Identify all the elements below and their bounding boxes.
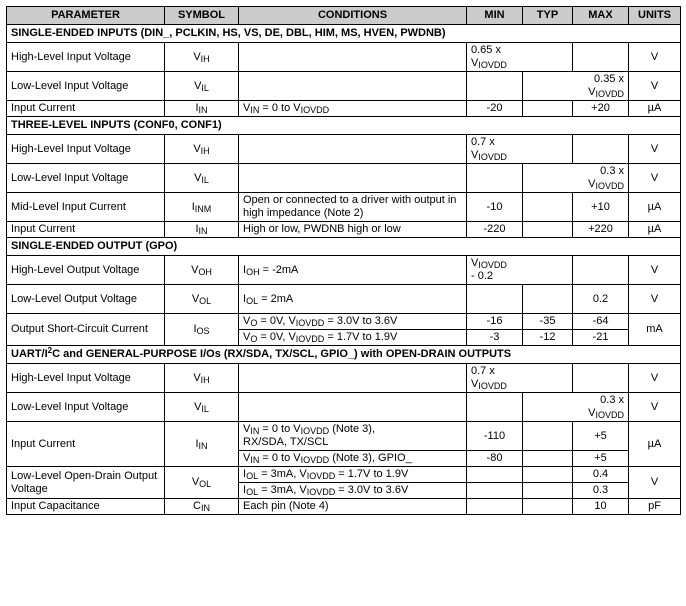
min-cell: -20 (467, 101, 523, 117)
section-three-level-inputs: THREE-LEVEL INPUTS (CONF0, CONF1) (7, 117, 681, 135)
table-row (7, 193, 681, 222)
symbol-cell: $I_{IN}$ (165, 222, 239, 238)
header-max: MAX (573, 7, 629, 25)
table-row (7, 285, 681, 314)
symbol-cell: $V_{IL}$ (165, 393, 239, 422)
max-cell (573, 364, 629, 393)
units-cell: µA (629, 222, 681, 238)
typ-cell (523, 483, 573, 499)
param-cell: Mid-Level Input Current (7, 193, 165, 222)
param-cell: Input Current (7, 222, 165, 238)
conditions-cell: $V_{IN} = 0$ to $V_{IOVDD}$ (Note 3), RX/SDA, TX/SCL (239, 422, 467, 451)
param-cell: Low-Level Input Voltage (7, 393, 165, 422)
param-cell: Output Short-Circuit Current (7, 314, 165, 346)
symbol-cell: $V_{IH}$ (165, 135, 239, 164)
table-row (7, 499, 681, 515)
max-cell (573, 135, 629, 164)
units-cell: V (629, 72, 681, 101)
typ-cell: -12 (523, 330, 573, 346)
max-cell (573, 256, 629, 285)
symbol-cell: $V_{OL}$ (165, 467, 239, 499)
max-cell: 10 (573, 499, 629, 515)
units-cell: V (629, 164, 681, 193)
header-min: MIN (467, 7, 523, 25)
table-row (7, 101, 681, 117)
typ-cell (523, 101, 573, 117)
typ-cell (523, 499, 573, 515)
conditions-cell: $I_{OL} = 3mA$, $V_{IOVDD} = 3.0V$ to 3.6V (239, 483, 467, 499)
conditions-cell: $V_{IN} = 0$ to $V_{IOVDD}$ (239, 101, 467, 117)
section-uart-i2c-gpio: UART/$I^2C$ and GENERAL-PURPOSE I/Os (RX/SDA, TX/SCL, GPIO_) with OPEN-DRAIN OUTPUTS (7, 346, 681, 364)
min-cell: -80 (467, 451, 523, 467)
param-cell: Low-Level Input Voltage (7, 164, 165, 193)
units-cell: pF (629, 499, 681, 515)
max-cell: +10 (573, 193, 629, 222)
param-cell: Input Capacitance (7, 499, 165, 515)
max-cell: +5 (573, 451, 629, 467)
min-cell (467, 467, 523, 483)
conditions-cell: $V_{IN} = 0$ to $V_{IOVDD}$ (Note 3), GPIO_ (239, 451, 467, 467)
symbol-cell: $I_{IN}$ (165, 101, 239, 117)
conditions-cell: $I_{OH} = -2mA$ (239, 256, 467, 285)
symbol-cell: $V_{IH}$ (165, 43, 239, 72)
units-cell: V (629, 256, 681, 285)
max-cell (573, 43, 629, 72)
units-cell: µA (629, 422, 681, 467)
conditions-cell (239, 393, 467, 422)
symbol-cell: $V_{IL}$ (165, 72, 239, 101)
max-cell: 0.3 (573, 483, 629, 499)
units-cell: V (629, 393, 681, 422)
header-units: UNITS (629, 7, 681, 25)
header-row (7, 7, 681, 25)
units-cell: V (629, 135, 681, 164)
conditions-cell (239, 364, 467, 393)
conditions-cell (239, 135, 467, 164)
electrical-characteristics-table (6, 6, 681, 515)
section-row (7, 346, 681, 364)
units-cell: V (629, 285, 681, 314)
header-parameter: PARAMETER (7, 7, 165, 25)
param-cell: Low-Level Output Voltage (7, 285, 165, 314)
section-single-ended-inputs: SINGLE-ENDED INPUTS (DIN_, PCLKIN, HS, VS, DE, DBL, HIM, MS, HVEN, PWDNB) (7, 25, 681, 43)
min-cell: -220 (467, 222, 523, 238)
param-cell: High-Level Output Voltage (7, 256, 165, 285)
min-cell: -10 (467, 193, 523, 222)
param-cell: Input Current (7, 101, 165, 117)
conditions-cell: Open or connected to a driver with output in high impedance (Note 2) (239, 193, 467, 222)
conditions-cell: $V_O = 0V$, $V_{IOVDD} = 3.0V$ to 3.6V (239, 314, 467, 330)
units-cell: mA (629, 314, 681, 346)
param-cell: High-Level Input Voltage (7, 364, 165, 393)
symbol-cell: $C_{IN}$ (165, 499, 239, 515)
min-cell (467, 393, 523, 422)
param-cell: Input Current (7, 422, 165, 467)
typ-cell (523, 467, 573, 483)
symbol-cell: $V_{IL}$ (165, 164, 239, 193)
table-row (7, 314, 681, 330)
units-cell: V (629, 43, 681, 72)
param-cell: High-Level Input Voltage (7, 43, 165, 72)
conditions-cell (239, 72, 467, 101)
units-cell: V (629, 467, 681, 499)
min-cell: $V_{IOVDD}$ - 0.2 (467, 256, 573, 285)
table-row (7, 393, 681, 422)
max-cell: 0.35 x $V_{IOVDD}$ (523, 72, 629, 101)
table-row (7, 72, 681, 101)
typ-cell (523, 193, 573, 222)
min-cell (467, 285, 523, 314)
table-row (7, 43, 681, 72)
header-typ: TYP (523, 7, 573, 25)
table-row (7, 135, 681, 164)
param-cell: Low-Level Input Voltage (7, 72, 165, 101)
min-cell (467, 72, 523, 101)
max-cell: -21 (573, 330, 629, 346)
table-row (7, 422, 681, 451)
units-cell: V (629, 364, 681, 393)
max-cell: 0.3 x $V_{IOVDD}$ (523, 393, 629, 422)
units-cell: µA (629, 193, 681, 222)
section-row (7, 117, 681, 135)
min-cell (467, 483, 523, 499)
table-row (7, 364, 681, 393)
max-cell: +20 (573, 101, 629, 117)
table-row (7, 256, 681, 285)
conditions-cell: $V_O = 0V$, $V_{IOVDD} = 1.7V$ to 1.9V (239, 330, 467, 346)
section-single-ended-output: SINGLE-ENDED OUTPUT (GPO) (7, 238, 681, 256)
min-cell: 0.7 x $V_{IOVDD}$ (467, 364, 573, 393)
header-conditions: CONDITIONS (239, 7, 467, 25)
table-row (7, 222, 681, 238)
symbol-cell: $I_{INM}$ (165, 193, 239, 222)
conditions-cell (239, 43, 467, 72)
units-cell: µA (629, 101, 681, 117)
symbol-cell: $I_{OS}$ (165, 314, 239, 346)
section-row (7, 25, 681, 43)
symbol-cell: $V_{OH}$ (165, 256, 239, 285)
table-row (7, 164, 681, 193)
conditions-cell: Each pin (Note 4) (239, 499, 467, 515)
min-cell: 0.65 x $V_{IOVDD}$ (467, 43, 573, 72)
conditions-cell: High or low, PWDNB high or low (239, 222, 467, 238)
min-cell: 0.7 x $V_{IOVDD}$ (467, 135, 573, 164)
symbol-cell: $V_{OL}$ (165, 285, 239, 314)
max-cell: +5 (573, 422, 629, 451)
min-cell: -3 (467, 330, 523, 346)
min-cell (467, 164, 523, 193)
section-row (7, 238, 681, 256)
typ-cell: -35 (523, 314, 573, 330)
max-cell: 0.4 (573, 467, 629, 483)
symbol-cell: $I_{IN}$ (165, 422, 239, 467)
header-symbol: SYMBOL (165, 7, 239, 25)
max-cell: -64 (573, 314, 629, 330)
typ-cell (523, 285, 573, 314)
min-cell (467, 499, 523, 515)
table-row (7, 467, 681, 483)
conditions-cell (239, 164, 467, 193)
typ-cell (523, 451, 573, 467)
symbol-cell: $V_{IH}$ (165, 364, 239, 393)
typ-cell (523, 222, 573, 238)
param-cell: High-Level Input Voltage (7, 135, 165, 164)
conditions-cell: $I_{OL} = 3mA$, $V_{IOVDD} = 1.7V$ to 1.9V (239, 467, 467, 483)
min-cell: -16 (467, 314, 523, 330)
max-cell: +220 (573, 222, 629, 238)
max-cell: 0.2 (573, 285, 629, 314)
max-cell: 0.3 x $V_{IOVDD}$ (523, 164, 629, 193)
conditions-cell: $I_{OL} = 2mA$ (239, 285, 467, 314)
param-cell: Low-Level Open-Drain Output Voltage (7, 467, 165, 499)
min-cell: -110 (467, 422, 523, 451)
typ-cell (523, 422, 573, 451)
